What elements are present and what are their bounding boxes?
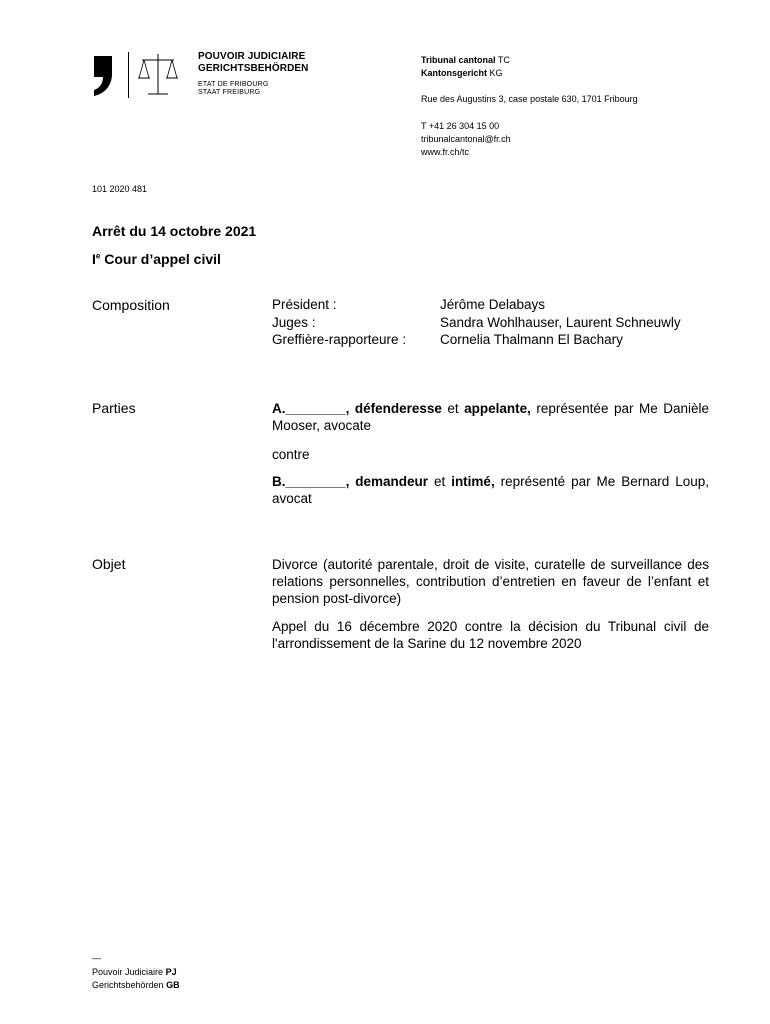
party-a-role-2: appelante,: [464, 401, 531, 416]
logo-divider: [128, 52, 129, 98]
org-name-fr: POUVOIR JUDICIAIRE: [198, 51, 306, 62]
party-a-representative: représentée par Me Danièle Mooser, avocate: [272, 401, 709, 433]
email-address: tribunalcantonal@fr.ch: [421, 134, 511, 144]
kantons-abbr: KG: [489, 68, 503, 78]
party-a: [272, 400, 709, 434]
parties-label: Parties: [92, 400, 136, 416]
party-b-representative: représenté par Me Bernard Loup, avocat: [272, 474, 709, 506]
composition-role: Président :: [272, 297, 337, 312]
judgment-title: Arrêt du 14 octobre 2021: [92, 223, 257, 239]
composition-role: Greffière-rapporteure :: [272, 332, 407, 347]
footer-dash: —: [92, 953, 101, 963]
object-description: Divorce (autorité parentale, droit de visite, curatelle de surveillance des relations personnelles, contribution d’entretien en faveur de l’enfant et pension post-divorce): [272, 557, 709, 606]
footer-abbr-2: GB: [166, 980, 180, 990]
party-a-and: et: [441, 401, 465, 416]
case-reference: 101 2020 481: [92, 184, 148, 194]
phone-number: T +41 26 304 15 00: [421, 121, 500, 131]
kantons-line: [421, 67, 510, 80]
kantons-name: Kantonsgericht: [421, 68, 488, 78]
court-superscript: e: [95, 251, 101, 261]
party-b-and: et: [428, 474, 452, 489]
court-address: Rue des Augustins 3, case postale 630, 1701 Fribourg: [421, 94, 638, 104]
tribunal-line: [421, 54, 510, 67]
composition-label: Composition: [92, 297, 170, 313]
state-name: [198, 81, 268, 97]
party-b-role-2: intimé,: [451, 474, 495, 489]
court-name: Cour d’appel civil: [100, 251, 221, 267]
composition-names: Jérôme Delabays: [440, 297, 546, 312]
party-b-role-1: demandeur: [355, 474, 429, 489]
party-b: [272, 473, 709, 507]
composition-names: Sandra Wohlhauser, Laurent Schneuwly: [440, 315, 681, 330]
comma-logo-icon: [90, 50, 130, 100]
state-name-fr: ETAT DE FRIBOURG: [198, 81, 269, 88]
object-label: Objet: [92, 556, 126, 572]
versus-text: contre: [272, 447, 310, 462]
composition-names: Cornelia Thalmann El Bachary: [440, 332, 623, 347]
footer-line-2: [92, 979, 180, 992]
party-b-name: B.________,: [272, 474, 350, 489]
scales-of-justice-icon: [136, 52, 180, 98]
composition-role: Juges :: [272, 315, 316, 330]
court-title: [92, 251, 221, 267]
party-a-role-1: défenderesse: [354, 401, 442, 416]
tribunal-abbr: TC: [497, 55, 510, 65]
website: www.fr.ch/tc: [421, 147, 470, 157]
org-name-de: GERICHTSBEHÖRDEN: [198, 63, 309, 74]
footer-text-1: Pouvoir Judiciaire: [92, 967, 164, 977]
court-numeral: I: [92, 251, 96, 267]
court-identity: [421, 54, 510, 80]
footer-line-1: [92, 966, 180, 979]
footer-text-2: Gerichtsbehörden: [92, 980, 164, 990]
footer: [92, 966, 180, 992]
state-name-de: STAAT FREIBURG: [198, 89, 261, 96]
tribunal-name: Tribunal cantonal: [421, 55, 496, 65]
court-contact: [421, 120, 511, 159]
org-name: [198, 51, 309, 75]
party-a-name: A.________,: [272, 401, 350, 416]
footer-abbr-1: PJ: [165, 967, 177, 977]
appeal-description: Appel du 16 décembre 2020 contre la décision du Tribunal civil de l'arrondissement de la Sarine du 12 novembre 2020: [272, 619, 709, 651]
